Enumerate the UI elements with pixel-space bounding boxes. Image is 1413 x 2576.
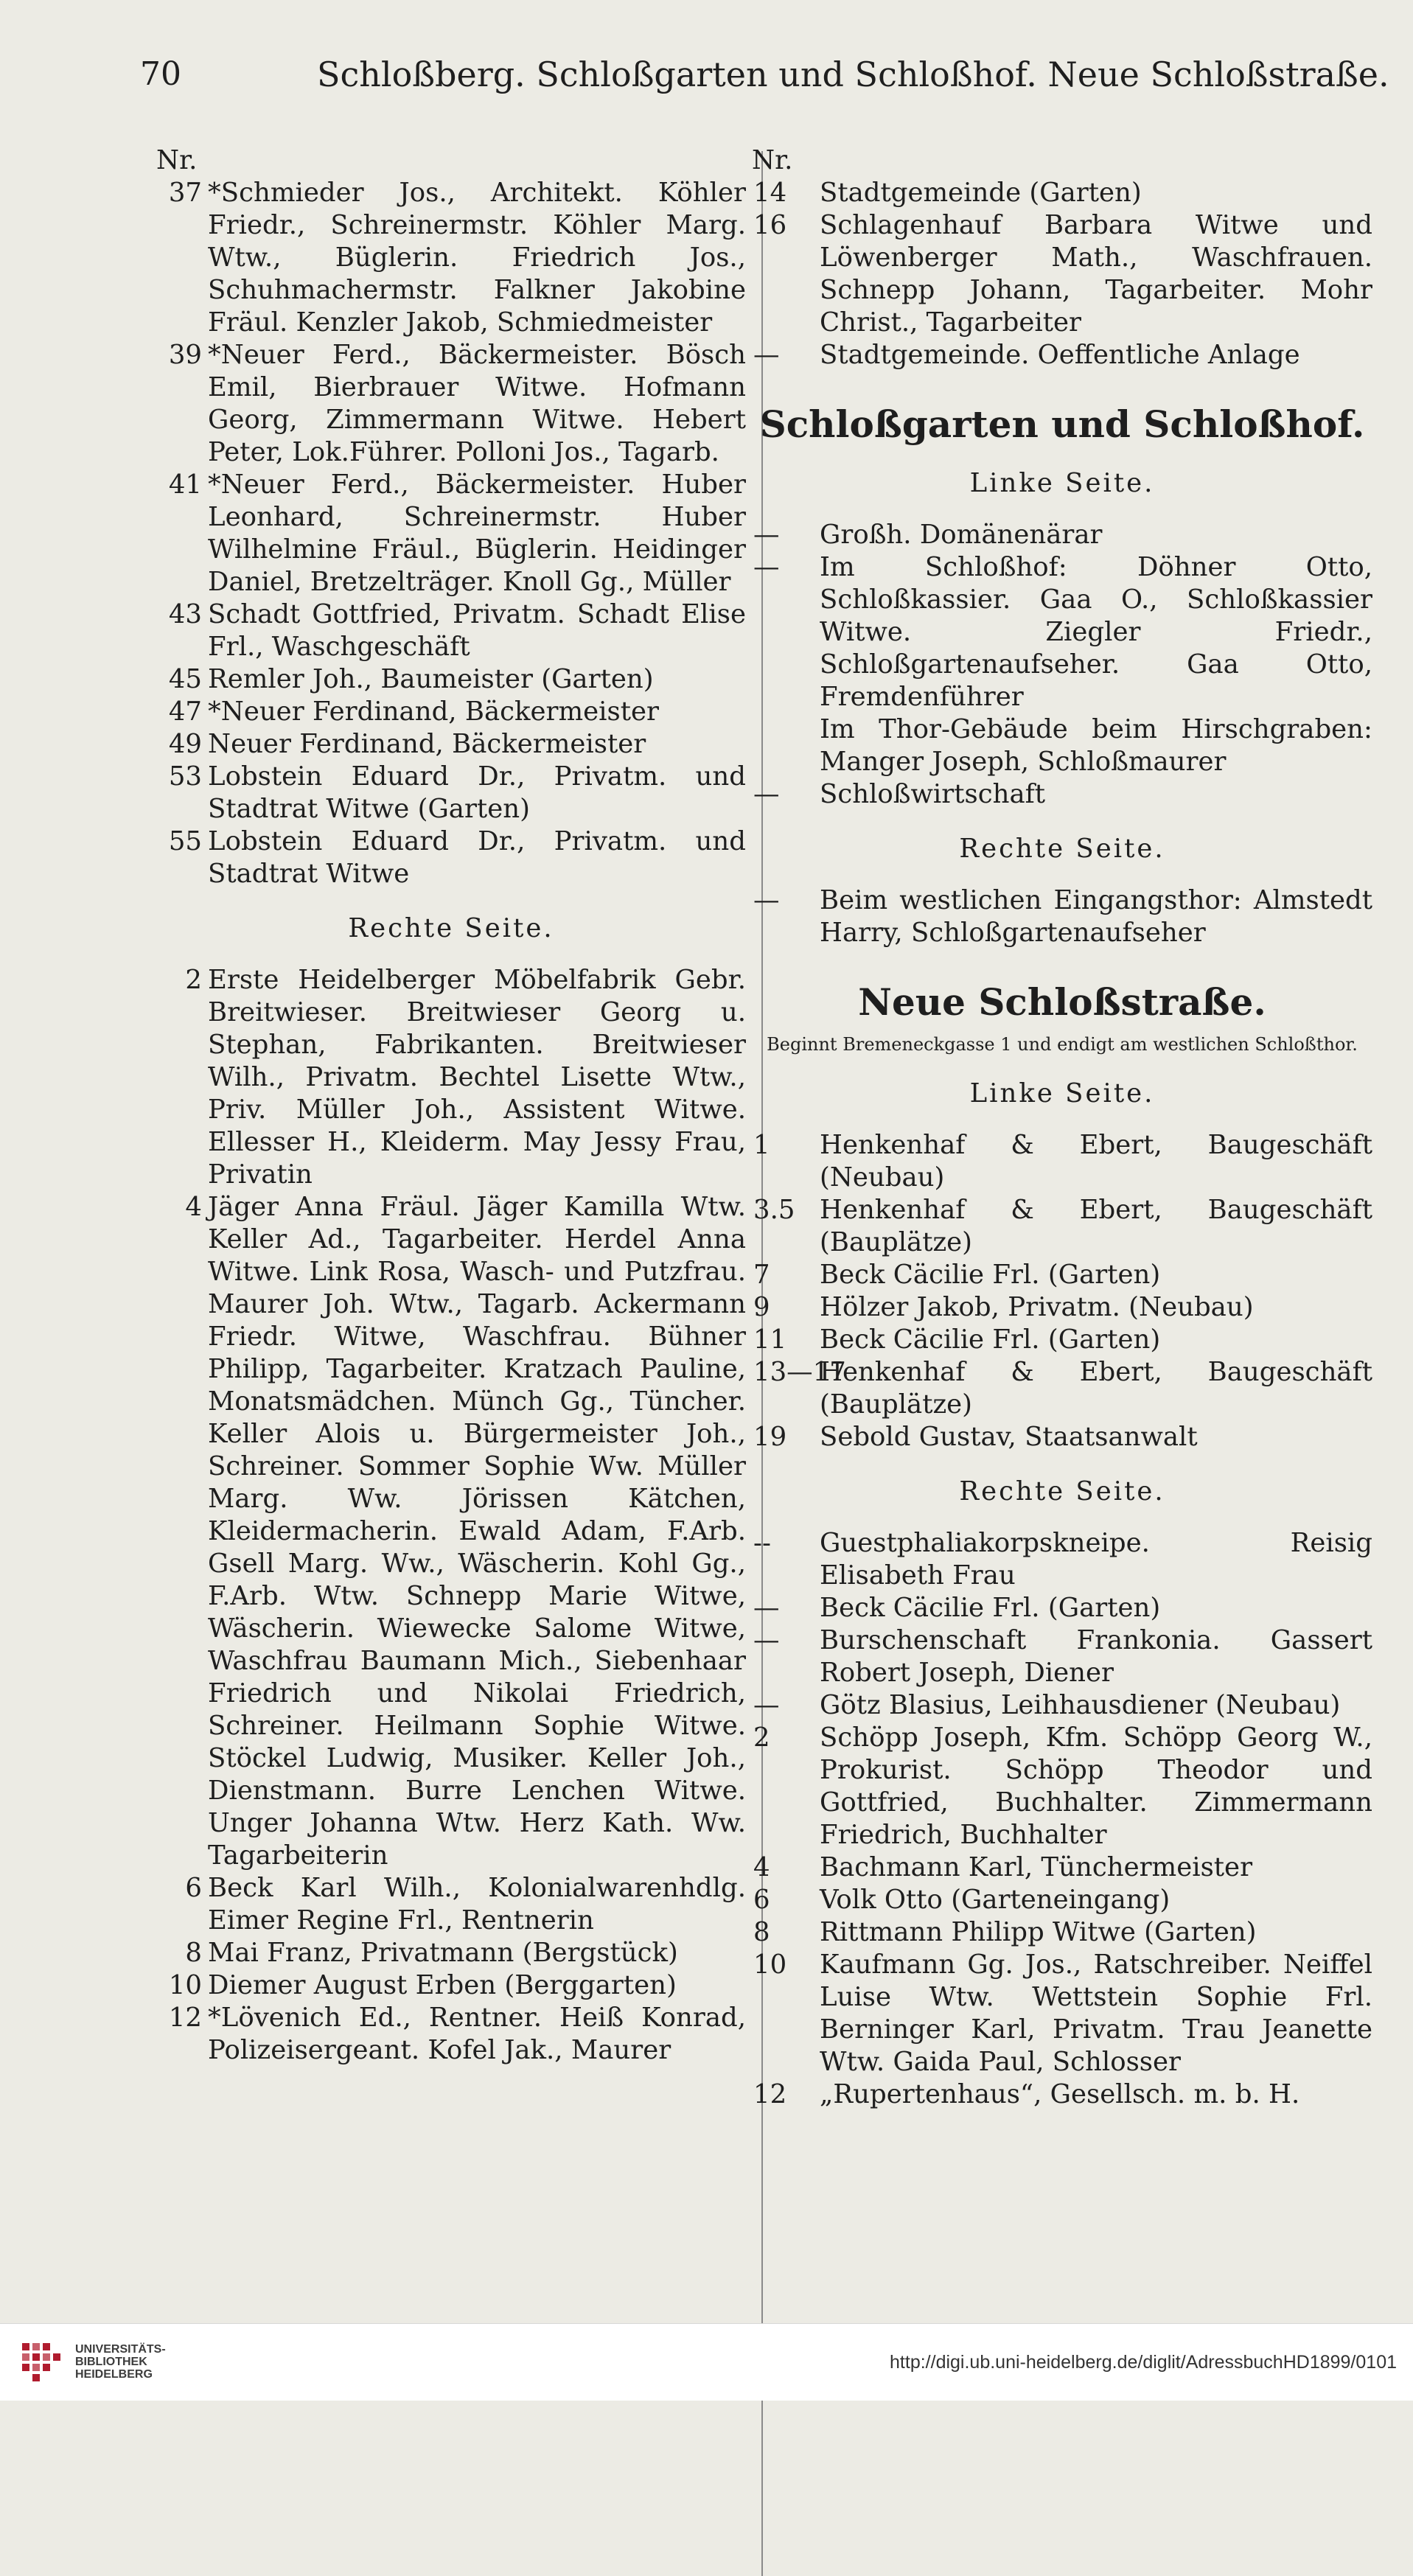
- resident-text: Volk Otto (Garteneingang): [820, 1885, 1170, 1915]
- resident-text: Schöpp Joseph, Kfm. Schöpp Georg W., Prokurist. Schöpp Theodor und Gottfried, Buchhalter. Zimmermann Friedrich, Buchhalter: [820, 1722, 1372, 1850]
- address-entry: [752, 778, 1372, 811]
- house-number: 47: [168, 697, 202, 727]
- left-column: [156, 144, 746, 2067]
- address-entry: [752, 713, 1372, 778]
- neue-right-list: [752, 1527, 1372, 2111]
- resident-text: Lobstein Eduard Dr., Privatm. und Stadtrat Witwe (Garten): [208, 761, 746, 824]
- house-number: 14: [753, 178, 787, 208]
- resident-text: *Neuer Ferd., Bäckermeister. Huber Leonhard, Schreinermstr. Huber Wilhelmine Fräul., Büglerin. Heidinger Daniel, Bretzelträger. Knoll Gg., Müller: [208, 470, 746, 597]
- house-number: 4: [753, 1852, 770, 1882]
- address-entry: [752, 339, 1372, 371]
- address-entry: [752, 2078, 1372, 2111]
- resident-text: Neuer Ferdinand, Bäckermeister: [208, 729, 646, 759]
- resident-text: Mai Franz, Privatmann (Bergstück): [208, 1938, 678, 1968]
- resident-text: Rittmann Philipp Witwe (Garten): [820, 1917, 1257, 1947]
- address-entry: [156, 761, 746, 825]
- address-entry: [156, 469, 746, 598]
- address-entry: [752, 1527, 1372, 1592]
- address-entry: [156, 2002, 746, 2067]
- right-column: [752, 144, 1372, 2111]
- house-number: —: [753, 1690, 780, 1720]
- resident-text: Henkenhaf & Ebert, Baugeschäft (Bauplätze): [820, 1195, 1372, 1257]
- address-entry: [752, 1689, 1372, 1722]
- page-number: 70: [140, 55, 181, 93]
- resident-text: Sebold Gustav, Staatsanwalt: [820, 1422, 1198, 1452]
- side-heading-right: Rechte Seite.: [348, 913, 554, 943]
- side-heading-right: Rechte Seite.: [959, 1476, 1165, 1507]
- address-entry: [752, 209, 1372, 339]
- library-name-line: BIBLIOTHEK: [75, 2356, 147, 2368]
- address-entry: [752, 1129, 1372, 1194]
- resident-text: *Neuer Ferd., Bäckermeister. Bösch Emil, Bierbrauer Witwe. Hofmann Georg, Zimmermann Witwe. Hebert Peter, Lok.Führer. Polloni Jos., Tagarb.: [208, 340, 746, 467]
- column-label: Nr.: [156, 145, 198, 175]
- library-name-line: HEIDELBERG: [75, 2368, 153, 2381]
- side-heading-left: Linke Seite.: [969, 1078, 1155, 1109]
- address-entry: [156, 177, 746, 339]
- university-logo-icon: [16, 2337, 68, 2389]
- address-entry: [156, 598, 746, 663]
- address-entry: [156, 964, 746, 1191]
- resident-text: Schadt Gottfried, Privatm. Schadt Elise Frl., Waschgeschäft: [208, 599, 746, 662]
- resident-text: *Lövenich Ed., Rentner. Heiß Konrad, Polizeisergeant. Kofel Jak., Maurer: [208, 2003, 746, 2065]
- resident-text: Erste Heidelberger Möbelfabrik Gebr. Breitwieser. Breitwieser Georg u. Stephan, Fabrikanten. Breitwieser Wilh., Privatm. Bechtel Lisette Wtw., Priv. Müller Joh., Assistent Witwe. Ellesser H., Kleiderm. May Jessy Frau, Privatin: [208, 965, 746, 1190]
- resident-text: *Schmieder Jos., Architekt. Köhler Friedr., Schreinermstr. Köhler Marg. Wtw., Büglerin. Friedrich Jos., Schuhmachermstr. Falkner Jakobine Fräul. Kenzler Jakob, Schmiedmeister: [208, 178, 746, 338]
- house-number: 39: [168, 340, 202, 370]
- resident-text: Diemer August Erben (Berggarten): [208, 1970, 677, 2000]
- even-entry-list: [156, 964, 746, 2067]
- library-name-line: UNIVERSITÄTS-: [75, 2343, 166, 2356]
- address-entry: [752, 1259, 1372, 1291]
- resident-text: „Rupertenhaus“, Gesellsch. m. b. H.: [820, 2079, 1300, 2109]
- house-number: 11: [753, 1324, 787, 1355]
- address-entry: [752, 551, 1372, 713]
- odd-entry-list: [156, 177, 746, 890]
- house-number: 6: [185, 1873, 202, 1903]
- house-number: 3.5: [753, 1195, 795, 1225]
- house-number: 43: [168, 599, 202, 629]
- schlossgarten-right-list: [752, 884, 1372, 949]
- address-entry: [752, 1291, 1372, 1324]
- resident-text: Beim westlichen Eingangsthor: Almstedt Harry, Schloßgartenaufseher: [820, 885, 1372, 948]
- address-entry: [752, 1722, 1372, 1851]
- address-entry: [156, 696, 746, 728]
- address-entry: [156, 1191, 746, 1872]
- neue-left-list: [752, 1129, 1372, 1453]
- address-entry: [752, 1851, 1372, 1884]
- house-number: 55: [168, 826, 202, 856]
- house-number: 45: [168, 664, 202, 694]
- address-entry: [752, 1324, 1372, 1356]
- resident-text: Burschenschaft Frankonia. Gassert Robert Joseph, Diener: [820, 1625, 1372, 1688]
- address-entry: [752, 1916, 1372, 1949]
- top-entry-list: [752, 177, 1372, 371]
- house-number: 9: [753, 1292, 770, 1322]
- address-entry: [156, 339, 746, 469]
- side-heading-left: Linke Seite.: [969, 468, 1155, 498]
- address-entry: [752, 1949, 1372, 2078]
- section-title-schlossgarten: Schloßgarten und Schloßhof.: [759, 402, 1365, 446]
- house-number: --: [753, 1528, 771, 1558]
- side-heading-right: Rechte Seite.: [959, 834, 1165, 864]
- resident-text: Kaufmann Gg. Jos., Ratschreiber. Neiffel Luise Wtw. Wettstein Sophie Frl. Berninger Karl, Privatm. Trau Jeanette Wtw. Gaida Paul, Schlosser: [820, 1950, 1372, 2077]
- house-number: 8: [185, 1938, 202, 1968]
- address-entry: [752, 1592, 1372, 1624]
- resident-text: Götz Blasius, Leihhausdiener (Neubau): [820, 1690, 1341, 1720]
- address-entry: [752, 177, 1372, 209]
- library-name: [75, 2343, 166, 2381]
- running-title: Schloßberg. Schloßgarten und Schloßhof. Neue Schloßstraße.: [317, 55, 1389, 94]
- house-number: 19: [753, 1422, 787, 1452]
- page-header: [133, 49, 1389, 100]
- house-number: 53: [168, 761, 202, 792]
- address-entry: [156, 728, 746, 761]
- house-number: 2: [185, 965, 202, 995]
- section-title-neue-schlossstrasse: Neue Schloßstraße.: [858, 980, 1266, 1024]
- schlossgarten-left-list: [752, 519, 1372, 811]
- house-number: —: [753, 1625, 780, 1655]
- resident-text: Beck Cäcilie Frl. (Garten): [820, 1593, 1161, 1623]
- house-number: —: [753, 1593, 780, 1623]
- house-number: 2: [753, 1722, 770, 1753]
- resident-text: Im Thor-Gebäude beim Hirschgraben: Manger Joseph, Schloßmaurer: [820, 714, 1372, 777]
- resident-text: Bachmann Karl, Tünchermeister: [820, 1852, 1253, 1882]
- resident-text: Schloßwirtschaft: [820, 779, 1046, 809]
- house-number: 12: [753, 2079, 787, 2109]
- house-number: 16: [753, 210, 787, 240]
- resident-text: Stadtgemeinde. Oeffentliche Anlage: [820, 340, 1300, 370]
- resident-text: Schlagenhauf Barbara Witwe und Löwenberger Math., Waschfrauen. Schnepp Johann, Tagarbeiter. Mohr Christ., Tagarbeiter: [820, 210, 1372, 338]
- resident-text: Remler Joh., Baumeister (Garten): [208, 664, 654, 694]
- address-entry: [156, 825, 746, 890]
- street-note: Beginnt Bremeneckgasse 1 und endigt am westlichen Schloßthor.: [767, 1034, 1358, 1055]
- resident-text: Beck Karl Wilh., Kolonialwarenhdlg. Eimer Regine Frl., Rentnerin: [208, 1873, 746, 1936]
- house-number: 13—17: [753, 1357, 846, 1387]
- address-entry: [752, 1356, 1372, 1421]
- resident-text: *Neuer Ferdinand, Bäckermeister: [208, 697, 659, 727]
- resident-text: Stadtgemeinde (Garten): [820, 178, 1142, 208]
- resident-text: Im Schloßhof: Döhner Otto, Schloßkassier. Gaa O., Schloßkassier Witwe. Ziegler Friedr., Schloßgartenaufseher. Gaa Otto, Fremdenführer: [820, 552, 1372, 712]
- resident-text: Henkenhaf & Ebert, Baugeschäft (Neubau): [820, 1130, 1372, 1193]
- resident-text: Guestphaliakorpskneipe. Reisig Elisabeth Frau: [820, 1528, 1372, 1591]
- resident-text: Hölzer Jakob, Privatm. (Neubau): [820, 1292, 1254, 1322]
- address-entry: [752, 1194, 1372, 1259]
- house-number: 6: [753, 1885, 770, 1915]
- house-number: 4: [185, 1192, 202, 1222]
- address-entry: [156, 1937, 746, 1969]
- address-entry: [156, 663, 746, 696]
- address-entry: [752, 884, 1372, 949]
- house-number: 10: [753, 1950, 787, 1980]
- resident-text: Jäger Anna Fräul. Jäger Kamilla Wtw. Keller Ad., Tagarbeiter. Herdel Anna Witwe. Link Rosa, Wasch- und Putzfrau. Maurer Joh. Wtw., Tagarb. Ackermann Friedr. Witwe, Waschfrau. Bühner Philipp, Tagarbeiter. Kratzach Pauline, Monatsmädchen. Münch Gg., Tüncher. Keller Alois u. Bürgermeister Joh., Schreiner. Sommer Sophie Ww. Müller Marg. Ww. Jörissen Kätchen, Kleidermacherin. Ewald Adam, F.Arb. Gsell Marg. Ww., Wäscherin. Kohl Gg., F.Arb. Wtw. Schnepp Marie Witwe, Wäscherin. Wiewecke Salome Witwe, Waschfrau Baumann Mich., Siebenhaar Friedrich und Nikolai Friedrich, Schreiner. Heilmann Sophie Witwe. Stöckel Ludwig, Musiker. Keller Joh., Dienstmann. Burre Lenchen Witwe. Unger Johanna Wtw. Herz Kath. Ww. Tagarbeiterin: [208, 1192, 746, 1871]
- house-number: 10: [168, 1970, 202, 2000]
- address-entry: [156, 1872, 746, 1937]
- house-number: 8: [753, 1917, 770, 1947]
- address-entry: [752, 1884, 1372, 1916]
- resident-text: Beck Cäcilie Frl. (Garten): [820, 1260, 1161, 1290]
- source-url-link[interactable]: http://digi.ub.uni-heidelberg.de/diglit/AdressbuchHD1899/0101: [890, 2352, 1397, 2373]
- house-number: 37: [168, 178, 202, 208]
- house-number: 49: [168, 729, 202, 759]
- house-number: —: [753, 552, 780, 582]
- footer-bar: [0, 2323, 1413, 2401]
- address-entry: [156, 1969, 746, 2002]
- house-number: 12: [168, 2003, 202, 2033]
- house-number: —: [753, 885, 780, 915]
- address-entry: [752, 519, 1372, 551]
- column-label: Nr.: [752, 145, 793, 175]
- house-number: 41: [168, 470, 202, 500]
- house-number: 7: [753, 1260, 770, 1290]
- address-entry: [752, 1624, 1372, 1689]
- resident-text: Henkenhaf & Ebert, Baugeschäft (Bauplätze): [820, 1357, 1372, 1420]
- resident-text: Großh. Domänenärar: [820, 520, 1103, 550]
- house-number: —: [753, 340, 780, 370]
- resident-text: Beck Cäcilie Frl. (Garten): [820, 1324, 1161, 1355]
- resident-text: Lobstein Eduard Dr., Privatm. und Stadtrat Witwe: [208, 826, 746, 889]
- address-entry: [752, 1421, 1372, 1453]
- house-number: 1: [753, 1130, 770, 1160]
- house-number: —: [753, 520, 780, 550]
- house-number: —: [753, 779, 780, 809]
